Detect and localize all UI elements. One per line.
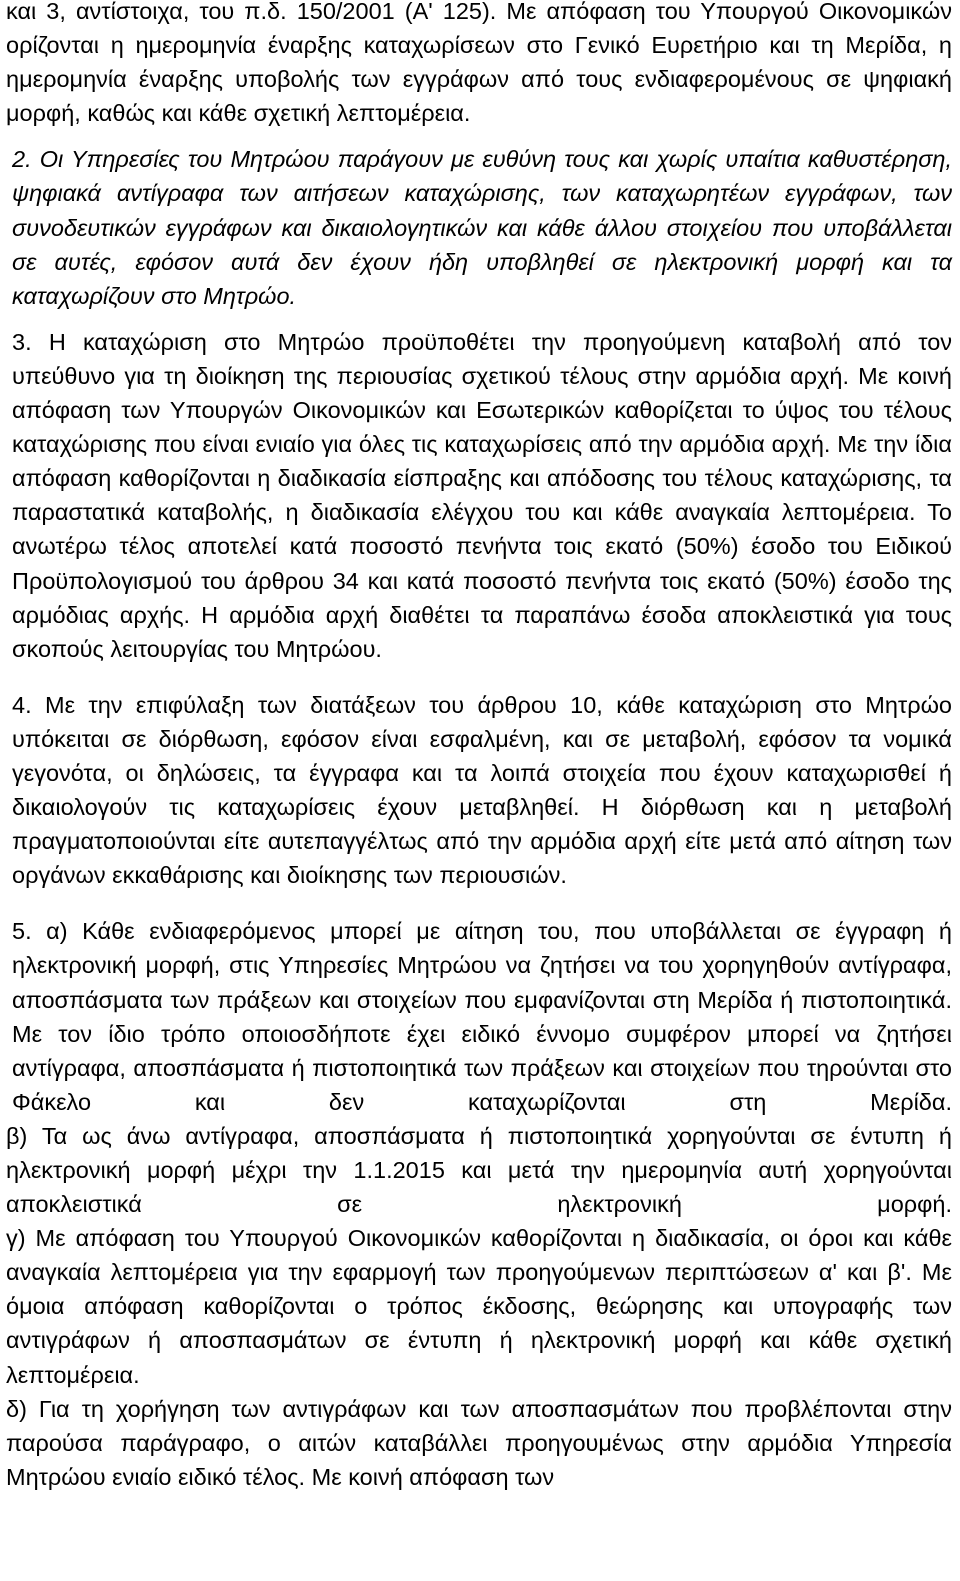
- paragraph-3-text: Η καταχώριση στο Μητρώο προϋποθέτει την προηγούμενη καταβολή από τον υπεύθυνο για τη διοίκηση της περιουσίας σχετικού τέλους στην αρμόδια αρχή. Με κοινή απόφαση των Υπουργών Οικονομικών και Εσωτερικών καθορίζεται το ύψος του τέλους καταχώρισης που είναι ενιαίο για όλες τις καταχωρίσεις από την αρμόδια αρχή. Με την ίδια απόφαση καθορίζονται η διαδικασία είσπραξης και απόδοσης του τέλους καταχώρισης, τα παραστατικά καταβολής, η διαδικασία ελέγχου του και κάθε αναγκαία λεπτομέρεια. Το ανωτέρω τέλος αποτελεί κατά ποσοστό πενήντα τοις εκατό (50%) έσοδο του Ειδικού Προϋπολογισμού του άρθρου 34 και κατά ποσοστό πενήντα τοις εκατό (50%) έσοδο της αρμόδιας αρχής. Η αρμόδια αρχή διαθέτει τα παραπάνω έσοδα αποκλειστικά για τους σκοπούς λειτουργίας του Μητρώου.: [12, 328, 953, 662]
- paragraph-5b-text: β) Τα ως άνω αντίγραφα, αποσπάσματα ή πιστοποιητικά χορηγούνται σε έντυπη ή ηλεκτρονική μορφή μέχρι την 1.1.2015 και μετά την ημερομηνία αυτή χορηγούνται αποκλειστικά σε ηλεκτρονική μορφή.: [6, 1122, 952, 1218]
- paragraph-3: [6, 325, 952, 666]
- paragraph-5d: [6, 1392, 952, 1494]
- paragraph-5c-text: γ) Με απόφαση του Υπουργού Οικονομικών καθορίζονται η διαδικασία, οι όροι και κάθε αναγκαία λεπτομέρεια για την εφαρμογή των προηγούμενων περιπτώσεων α' και β'. Με όμοια απόφαση καθορίζονται ο τρόπος έκδοσης, θεώρησης και υπογραφής των αντιγράφων ή αποσπασμάτων σε έντυπη ή ηλεκτρονική μορφή και κάθε σχετική λεπτομέρεια.: [6, 1225, 952, 1388]
- paragraph-4: [6, 688, 952, 893]
- paragraph-1-text: και 3, αντίστοιχα, του π.δ. 150/2001 (Α' 125). Με απόφαση του Υπουργού Οικονομικών ορίζονται η ημερομηνία έναρξης καταχωρίσεων στο Γενικό Ευρετήριο και τη Μερίδα, η ημερομηνία έναρξης υποβολής των εγγράφων από τους ενδιαφερομένους σε ψηφιακή μορφή, καθώς και κάθε σχετική λεπτομέρεια.: [6, 0, 952, 127]
- paragraph-5c: [6, 1221, 952, 1391]
- paragraph-5a-text: α) Κάθε ενδιαφερόμενος μπορεί με αίτηση του, που υποβάλλεται σε έγγραφη ή ηλεκτρονική μορφή, στις Υπηρεσίες Μητρώου να ζητήσει να του χορηγηθούν αντίγραφα, αποσπάσματα των πράξεων και στοιχείων που εμφανίζονται στη Μερίδα ή πιστοποιητικά. Με τον ίδιο τρόπο οποιοσδήποτε έχει ειδικό έννομο συμφέρον μπορεί να ζητήσει αντίγραφα, αποσπάσματα ή πιστοποιητικά των πράξεων και στοιχείων που τηρούνται στο Φάκελο και δεν καταχωρίζονται στη Μερίδα.: [12, 918, 952, 1115]
- paragraph-2-text: Οι Υπηρεσίες του Μητρώου παράγουν με ευθύνη τους και χωρίς υπαίτια καθυστέρηση, ψηφιακά αντίγραφα των αιτήσεων καταχώρισης, των καταχωρητέων εγγράφων, των συνοδευτικών εγγράφων και δικαιολογητικών και κάθε άλλου στοιχείου που υποβάλλεται σε αυτές, εφόσον αυτά δεν έχουν ήδη υποβληθεί σε ηλεκτρονική μορφή και τα καταχωρίζουν στο Μητρώο.: [12, 146, 952, 309]
- paragraph-4-number: 4.: [12, 691, 32, 718]
- paragraph-1: [6, 0, 952, 130]
- document-page: [6, 0, 952, 1494]
- paragraph-4-text: Με την επιφύλαξη των διατάξεων του άρθρου 10, κάθε καταχώριση στο Μητρώο υπόκειται σε διόρθωση, εφόσον είναι εσφαλμένη, και σε μεταβολή, εφόσον τα νομικά γεγονότα, οι δηλώσεις, τα έγγραφα και τα λοιπά στοιχεία που έχουν καταχωρισθεί ή δικαιολογούν τις καταχωρίσεις έχουν μεταβληθεί. Η διόρθωση και η μεταβολή πραγματοποιούνται είτε αυτεπαγγέλτως από την αρμόδια αρχή είτε μετά από αίτηση των οργάνων εκκαθάρισης και διοίκησης των περιουσιών.: [12, 691, 952, 889]
- paragraph-2: [6, 142, 952, 312]
- paragraph-5d-text: δ) Για τη χορήγηση των αντιγράφων και των αποσπασμάτων που προβλέπονται στην παρούσα παράγραφο, ο αιτών καταβάλλει προηγουμένως στην αρμόδια Υπηρεσία Μητρώου ενιαίο ειδικό τέλος. Με κοινή απόφαση των: [6, 1395, 952, 1490]
- paragraph-5a: [6, 914, 952, 1119]
- paragraph-5b: [6, 1119, 952, 1221]
- paragraph-5-number: 5.: [12, 918, 32, 945]
- paragraph-3-number: 3.: [12, 328, 32, 355]
- paragraph-2-number: 2.: [12, 146, 32, 173]
